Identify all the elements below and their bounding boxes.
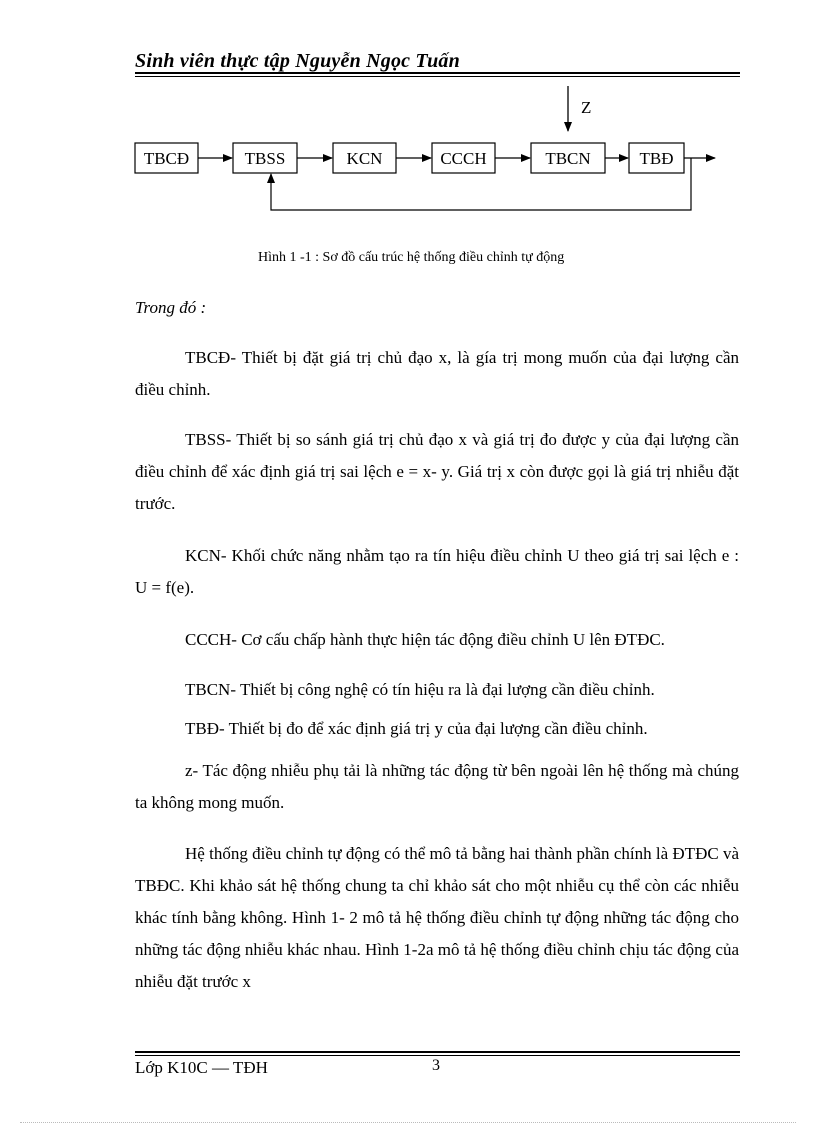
- paragraph-tbd: TBĐ- Thiết bị đo để xác định giá trị y của đại lượng cần điều chỉnh.: [185, 719, 648, 738]
- block-tbcd: [135, 143, 198, 173]
- block-kcn-label: KCN: [346, 149, 383, 168]
- intro-label: Trong đó :: [135, 298, 207, 317]
- block-tbcn: [531, 143, 605, 173]
- block-kcn: [333, 143, 396, 173]
- page-number: 3: [432, 1057, 440, 1074]
- block-ccch-label: CCCH: [440, 149, 487, 168]
- paragraph-tbss: TBSS- Thiết bị so sánh giá trị chủ đạo x và giá trị đo được y của đại lượng cần điều chỉnh để xác định giá trị sai lệch e = x- y. Giá trị x còn được gọi là giá trị nhiễu đặt trước.: [135, 430, 739, 513]
- paragraph-tbcn: TBCN- Thiết bị công nghệ có tín hiệu ra là đại lượng cần điều chỉnh.: [185, 680, 655, 699]
- paragraph-ccch: CCCH- Cơ cấu chấp hành thực hiện tác động điều chỉnh U lên ĐTĐC.: [185, 630, 665, 649]
- paragraph-disturbance: z- Tác động nhiễu phụ tải là những tác động từ bên ngoài lên hệ thống mà chúng ta không mong muốn.: [135, 761, 739, 812]
- block-tbss-label: TBSS: [244, 149, 286, 168]
- footer-class-label: Lớp K10C — TĐH: [135, 1058, 268, 1077]
- paragraph-kcn: KCN- Khối chức năng nhằm tạo ra tín hiệu điều chỉnh U theo giá trị sai lệch e : U = f(e).: [135, 546, 739, 597]
- block-tbcd-label: TBCĐ: [143, 149, 190, 168]
- paragraph-tbcd: TBCĐ- Thiết bị đặt giá trị chủ đạo x, là gía trị mong muốn của đại lượng cần điều chỉnh.: [135, 348, 739, 399]
- block-tbss: [233, 143, 297, 173]
- figure-caption: Hình 1 -1 : Sơ đồ cấu trúc hệ thống điều chỉnh tự động: [258, 250, 565, 265]
- block-tbd-label: TBĐ: [639, 149, 674, 168]
- disturbance-label: Z: [581, 98, 592, 117]
- page-header-author: Sinh viên thực tập Nguyễn Ngọc Tuấn: [135, 50, 460, 72]
- footer-rule-thick: [135, 1051, 740, 1053]
- footer-rule-thin: [135, 1055, 740, 1056]
- block-tbcn-label: TBCN: [545, 149, 591, 168]
- block-ccch: [432, 143, 495, 173]
- block-diagram: [0, 0, 816, 240]
- block-tbd: [629, 143, 684, 173]
- paragraph-system: Hệ thống điều chỉnh tự động có thể mô tả bằng hai thành phần chính là ĐTĐC và TBĐC. Khi khảo sát hệ thống chung ta chỉ khảo sát cho một nhiễu cụ thể còn các nhiễu khác tính bằng không. Hình 1- 2 mô tả hệ thống điều chỉnh tự động những tác động cho những tác động nhiễu khác nhau. Hình 1-2a mô tả hệ thống điều chỉnh chịu tác động của nhiễu đặt trước x: [135, 844, 739, 991]
